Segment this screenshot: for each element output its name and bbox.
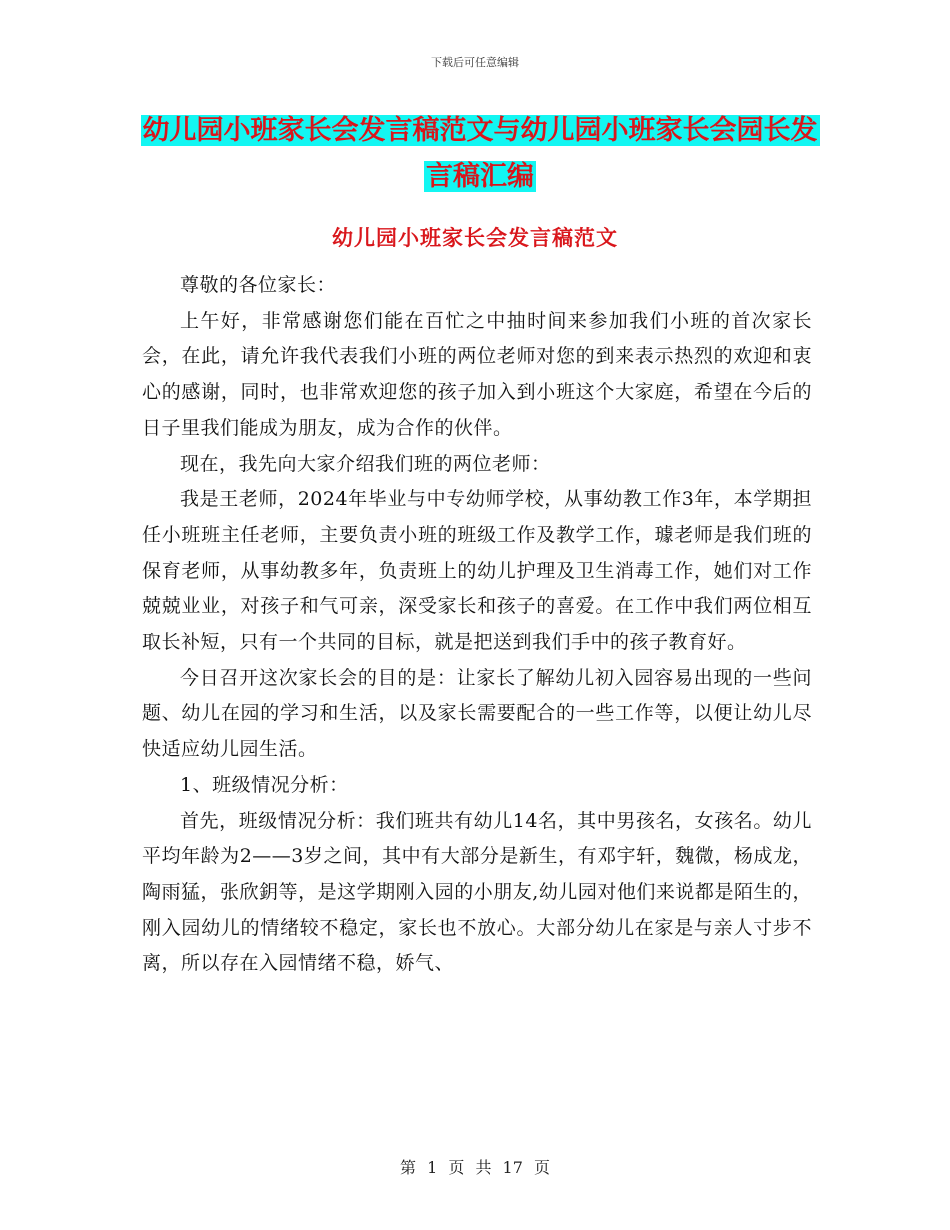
header-note: 下载后可任意编辑 (431, 56, 519, 69)
body-paragraph: 首先，班级情况分析：我们班共有幼儿14名，其中男孩名，女孩名。幼儿平均年龄为2——3岁之间，其中有大部分是新生，有邓宇轩，魏微，杨成龙，陶雨猛，张欣鈅等，是这学期刚入园的小朋友,幼儿园对他们来说都是陌生的，刚入园幼儿的情绪较不稳定，家长也不放心。大部分幼儿在家是与亲人寸步不离，所以存在入园情绪不稳，娇气、 (142, 809, 812, 975)
page-footer: 第 1 页 共 17 页 (400, 1158, 550, 1177)
body-paragraph: 我是王老师，2024年毕业与中专幼师学校，从事幼教工作3年，本学期担任小班班主任老师，主要负责小班的班级工作及教学工作，璩老师是我们班的保育老师，从事幼教多年，负责班上的幼儿护理及卫生消毒工作，她们对工作兢兢业业，对孩子和气可亲，深受家长和孩子的喜爱。在工作中我们两位相互取长补短，只有一个共同的目标，就是把送到我们手中的孩子教育好。 (142, 488, 812, 654)
body-paragraph: 今日召开这次家长会的目的是：让家长了解幼儿初入园容易出现的一些问题、幼儿在园的学习和生活，以及家长需要配合的一些工作等，以便让幼儿尽快适应幼儿园生活。 (142, 666, 812, 761)
list-heading: 1、班级情况分析： (180, 773, 349, 796)
document-body (142, 268, 812, 982)
body-paragraph: 上午好，非常感谢您们能在百忙之中抽时间来参加我们小班的首次家长会，在此，请允许我代表我们小班的两位老师对您的到来表示热烈的欢迎和衷心的感谢，同时，也非常欢迎您的孩子加入到小班这个大家庭，希望在今后的日子里我们能成为朋友，成为合作的伙伴。 (142, 309, 812, 439)
salutation-paragraph: 尊敬的各位家长： (180, 274, 337, 296)
body-paragraph: 现在，我先向大家介绍我们班的两位老师： (180, 452, 551, 475)
section-title: 幼儿园小班家长会发言稿范文 (332, 225, 618, 250)
document-title-text: 幼儿园小班家长会发言稿范文与幼儿园小班家长会园长发言稿汇编 (142, 115, 818, 192)
document-title (140, 108, 820, 200)
